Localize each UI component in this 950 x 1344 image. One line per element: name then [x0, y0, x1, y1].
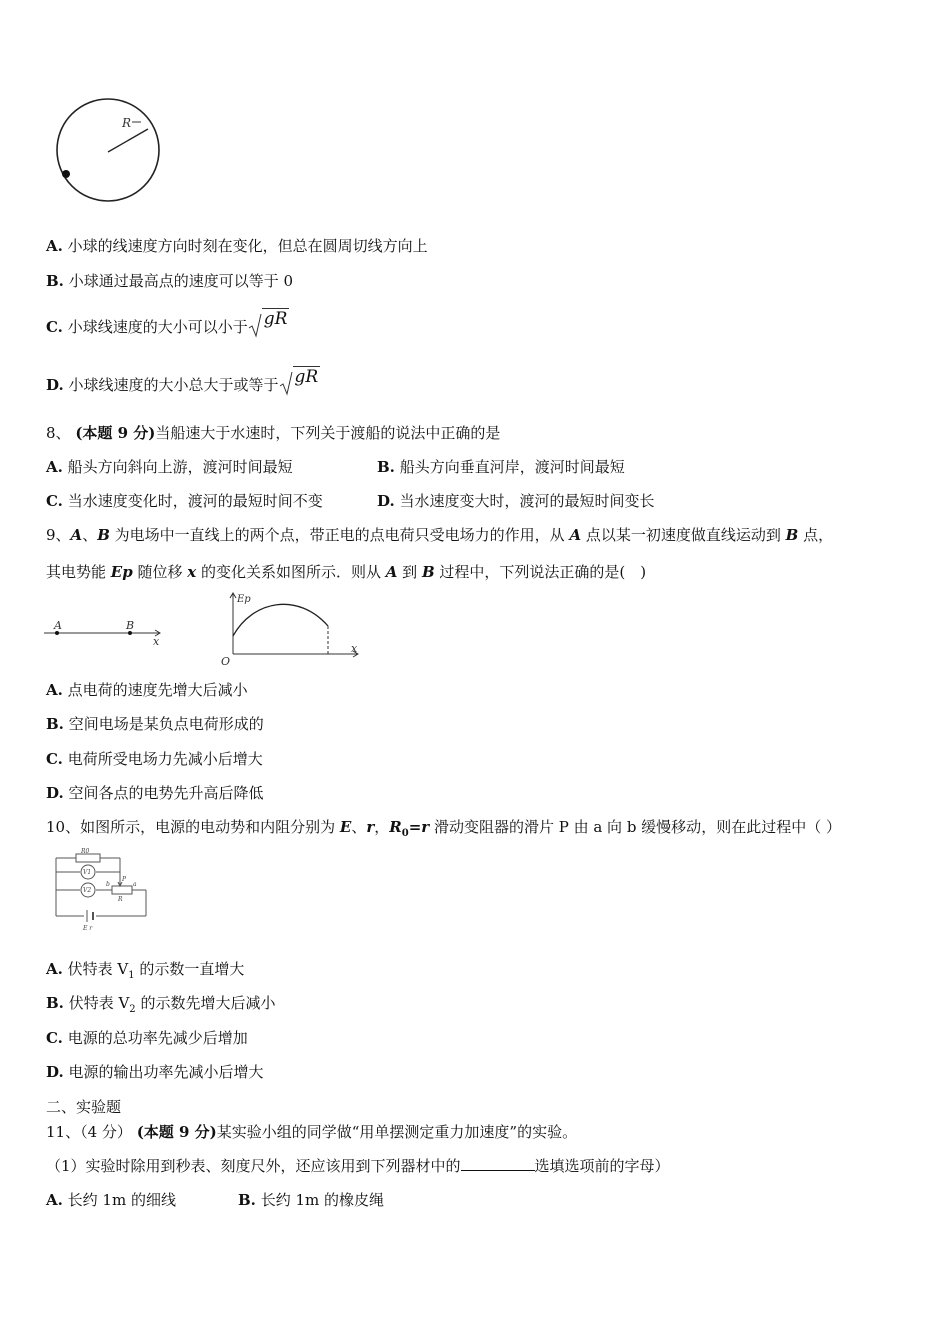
q8-option-b: B. 船头方向垂直河岸，渡河时间最短: [377, 458, 625, 476]
q9-option-a: A. 点电荷的速度先增大后减小: [46, 681, 248, 699]
circle-path: [57, 99, 159, 201]
v2-label: V2: [83, 887, 92, 894]
origin-label: O: [221, 655, 231, 668]
q11-option-b: B. 长约 1m 的橡皮绳: [238, 1191, 384, 1209]
q10-option-d: D. 电源的输出功率先减小后增大: [46, 1063, 264, 1081]
q10-option-c: C. 电源的总功率先减少后增加: [46, 1029, 248, 1047]
r0-label: R0: [81, 848, 90, 855]
q9-stem-line1: 9、A、B 为电场中一直线上的两个点，带正电的点电荷只受电场力的作用，从 A 点以某一初速度做直线运动到 B 点，: [46, 526, 834, 544]
r-label: R: [118, 896, 123, 903]
rheostat: [112, 886, 132, 894]
q8-option-c: C. 当水速度变化时，渡河的最短时间不变: [46, 492, 323, 510]
q10-option-b: B. 伏特表 $V_2$ 的示数先增大后减小: [46, 994, 276, 1015]
q9-stem-line2: 其电势能 Ep 随位移 x 的变化关系如图所示．则从 A 到 B 过程中，下列说法正确的是( ): [46, 563, 647, 581]
x-label: x: [351, 642, 358, 655]
q8-option-a: A. 船头方向斜向上游，渡河时间最短: [46, 458, 293, 476]
resistor-r0: [76, 854, 100, 862]
label-a: A: [54, 619, 62, 632]
sqrt-symbol: [279, 370, 293, 396]
q8-stem: 8、 (本题 9 分)当船速大于水速时，下列关于渡船的说法中正确的是: [46, 424, 501, 442]
q7-option-b: B. 小球通过最高点的速度可以等于 0: [46, 272, 294, 290]
er-label: E r: [83, 925, 93, 932]
q10-stem: 10、如图所示，电源的电动势和内阻分别为 E、r，$R_0=r$ 滑动变阻器的滑片 P 由 a 向 b 缓慢移动，则在此过程中（ ）: [46, 818, 841, 839]
label-x: x: [153, 635, 160, 648]
label-b: B: [126, 619, 135, 632]
y-label: Ep: [237, 594, 251, 605]
v1-label: V1: [83, 869, 92, 876]
ep-x-graph: [218, 590, 364, 668]
q7-option-d: D. 小球线速度的大小总大于或等于 gR: [46, 367, 319, 394]
q11-sub1: （1）实验时除用到秒表、刻度尺外，还应该用到下列器材中的 选填选项前的字母）: [46, 1157, 670, 1175]
circuit-figure: [50, 846, 154, 934]
sqrt-symbol: [248, 312, 262, 338]
field-line-figure: [42, 618, 168, 648]
radius-label: R: [122, 116, 132, 130]
b-label: b: [106, 881, 110, 888]
q9-option-b: B. 空间电场是某负点电荷形成的: [46, 715, 264, 733]
q8-option-d: D. 当水速度变大时，渡河的最短时间变长: [377, 492, 655, 510]
p-label: P: [122, 876, 127, 883]
circle-motion-figure: [50, 94, 166, 206]
q7-option-a: A. 小球的线速度方向时刻在变化，但总在圆周切线方向上: [46, 237, 428, 255]
ball: [62, 170, 70, 178]
q9-option-c: C. 电荷所受电场力先减小后增大: [46, 750, 263, 768]
q10-option-a: A. 伏特表 $V_1$ 的示数一直增大: [46, 960, 245, 981]
ep-curve: [233, 604, 328, 636]
section-title: 二、实验题: [46, 1098, 122, 1116]
q11-option-a: A. 长约 1m 的细线: [46, 1191, 176, 1209]
q7-option-c: C. 小球线速度的大小可以小于 gR: [46, 309, 288, 336]
radius-line: [108, 129, 148, 152]
q9-option-d: D. 空间各点的电势先升高后降低: [46, 784, 264, 802]
a-label: a: [133, 881, 137, 888]
answer-blank[interactable]: [461, 1156, 535, 1171]
q11-stem: 11、（4 分） (本题 9 分)某实验小组的同学做“用单摆测定重力加速度”的实验。: [46, 1123, 578, 1141]
